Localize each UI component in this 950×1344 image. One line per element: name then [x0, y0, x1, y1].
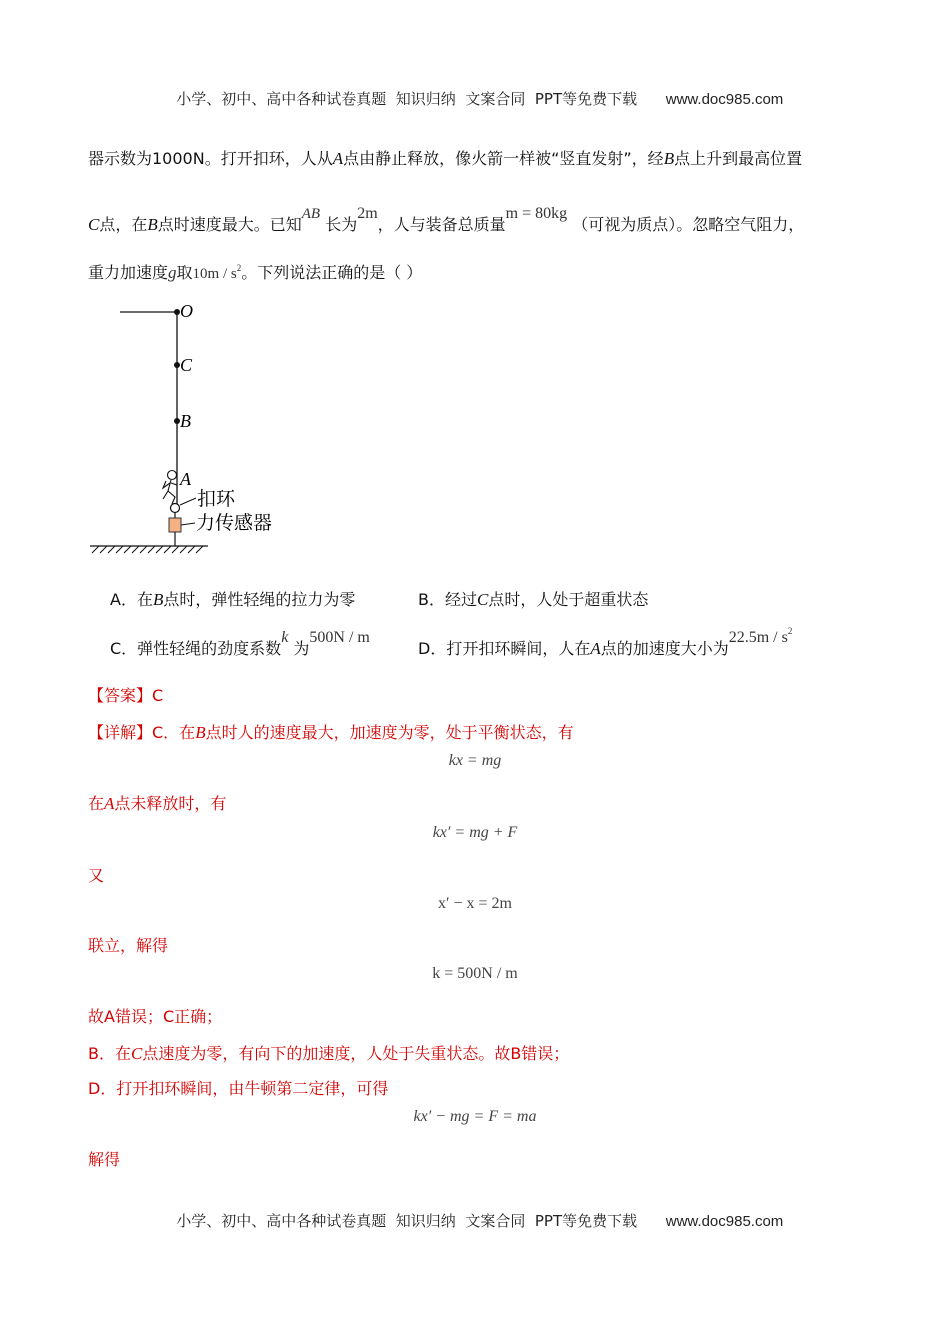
var-B: B: [195, 723, 206, 742]
physics-figure: [0, 295, 950, 555]
text: 点时，弹性轻绳的拉力为零: [163, 590, 356, 609]
text: B．在: [88, 1044, 131, 1063]
var-A: A: [104, 794, 115, 813]
solution-p4: 联立，解得: [88, 936, 169, 955]
text: 点时人的速度最大，加速度为零，处于平衡状态，有: [205, 723, 574, 742]
solution-p6: [88, 1041, 868, 1064]
text: 点，在: [99, 215, 148, 234]
label-A: A: [180, 469, 191, 489]
var-k: k: [281, 629, 289, 646]
solution-p8: 解得: [88, 1150, 121, 1169]
var-B: B: [147, 215, 158, 234]
eq-text: kx′ = mg + F: [432, 824, 518, 841]
text: 点时，人处于超重状态: [488, 590, 649, 609]
text: 长为: [325, 215, 358, 234]
math-mass: m = 80kg: [505, 205, 568, 222]
equation-4: [0, 965, 950, 983]
var-g: g: [168, 263, 177, 282]
eq-text: kx′ − mg = F = ma: [413, 1108, 537, 1125]
equation-5: [0, 1108, 950, 1126]
var-A: A: [590, 639, 601, 658]
text: 取: [176, 263, 193, 282]
page-footer: [0, 1192, 950, 1231]
eq-text: x′ − x = 2m: [438, 895, 512, 912]
var-B: B: [152, 590, 164, 609]
question-line-3: [88, 260, 868, 283]
text: 器示数为1000N。打开扣环，人从: [88, 149, 333, 168]
buckle-ring-icon: [171, 504, 180, 513]
math-k-value: 500N / m: [309, 629, 370, 646]
solution-p2: [88, 791, 868, 814]
eq-text: k = 500N / m: [432, 965, 518, 982]
text: 为: [293, 639, 310, 658]
text: 。下列说法正确的是（ ）: [241, 263, 423, 282]
question-line-1: [88, 146, 868, 169]
solution-p5: 故A错误；C正确；: [88, 1007, 223, 1026]
text: D．打开扣环瞬间，人在: [418, 639, 591, 658]
math-g-value: 10m / s: [192, 266, 237, 282]
footer-text: 小学、初中、高中各种试卷真题 知识归纳 文案合同 PPT等免费下载: [176, 1212, 638, 1230]
math-2m: 2m: [357, 205, 378, 222]
label-C: C: [180, 355, 193, 375]
var-C: C: [130, 1044, 143, 1063]
math-acc-value: 22.5m / s: [728, 629, 788, 646]
solution-p3: 又: [88, 866, 105, 885]
text: 点上升到最高位置: [674, 149, 803, 168]
page-header: [0, 70, 950, 109]
sensor-pointer: [181, 523, 195, 525]
equation-3: [0, 895, 950, 913]
label-buckle: 扣环: [197, 488, 236, 510]
var-B: B: [663, 149, 675, 168]
header-text: 小学、初中、高中各种试卷真题 知识归纳 文案合同 PPT等免费下载: [176, 90, 638, 108]
option-D[interactable]: [418, 626, 793, 659]
text: 点未释放时，有: [114, 794, 227, 813]
text: A．在: [110, 590, 153, 609]
person-icon: [163, 471, 177, 505]
text: （可视为质点）。忽略空气阻力，: [572, 215, 805, 234]
header-url[interactable]: www.doc985.com: [665, 91, 784, 108]
solution-p1: [88, 720, 868, 743]
math-AB: AB: [301, 206, 321, 222]
var-A: A: [332, 149, 344, 168]
question-line-2: [88, 205, 868, 235]
option-C[interactable]: [110, 629, 370, 659]
text: B．经过: [418, 590, 477, 609]
solution-p7: D．打开扣环瞬间，由牛顿第二定律，可得: [88, 1079, 389, 1098]
text: 点的加速度大小为: [600, 639, 729, 658]
label-O: O: [180, 301, 193, 321]
option-B[interactable]: [418, 587, 648, 610]
label-B: B: [180, 411, 191, 431]
label-sensor: 力传感器: [196, 512, 273, 534]
text: C．弹性轻绳的劲度系数: [110, 639, 282, 658]
option-A[interactable]: [110, 587, 355, 610]
var-C: C: [88, 215, 100, 234]
equation-2: [0, 824, 950, 842]
buckle-pointer: [180, 498, 196, 505]
text: 点速度为零，有向下的加速度，人处于失重状态。故B错误；: [142, 1044, 570, 1063]
text: 点时速度最大。已知: [157, 215, 302, 234]
eq-text: kx = mg: [448, 752, 502, 769]
answer-label: 【答案】C: [88, 686, 164, 705]
var-C: C: [476, 590, 489, 609]
ground-hatching: [92, 546, 203, 553]
math-sup: 2: [236, 263, 242, 273]
math-sup: 2: [787, 626, 793, 636]
text: 【详解】C．在: [88, 723, 196, 742]
text: 重力加速度: [88, 263, 169, 282]
text: 点由静止释放，像火箭一样被“竖直发射”，经: [343, 149, 664, 168]
text: ，人与装备总质量: [377, 215, 506, 234]
equation-1: [0, 752, 950, 770]
force-sensor-icon: [169, 518, 181, 532]
text: 在: [88, 794, 105, 813]
footer-url[interactable]: www.doc985.com: [665, 1213, 784, 1230]
